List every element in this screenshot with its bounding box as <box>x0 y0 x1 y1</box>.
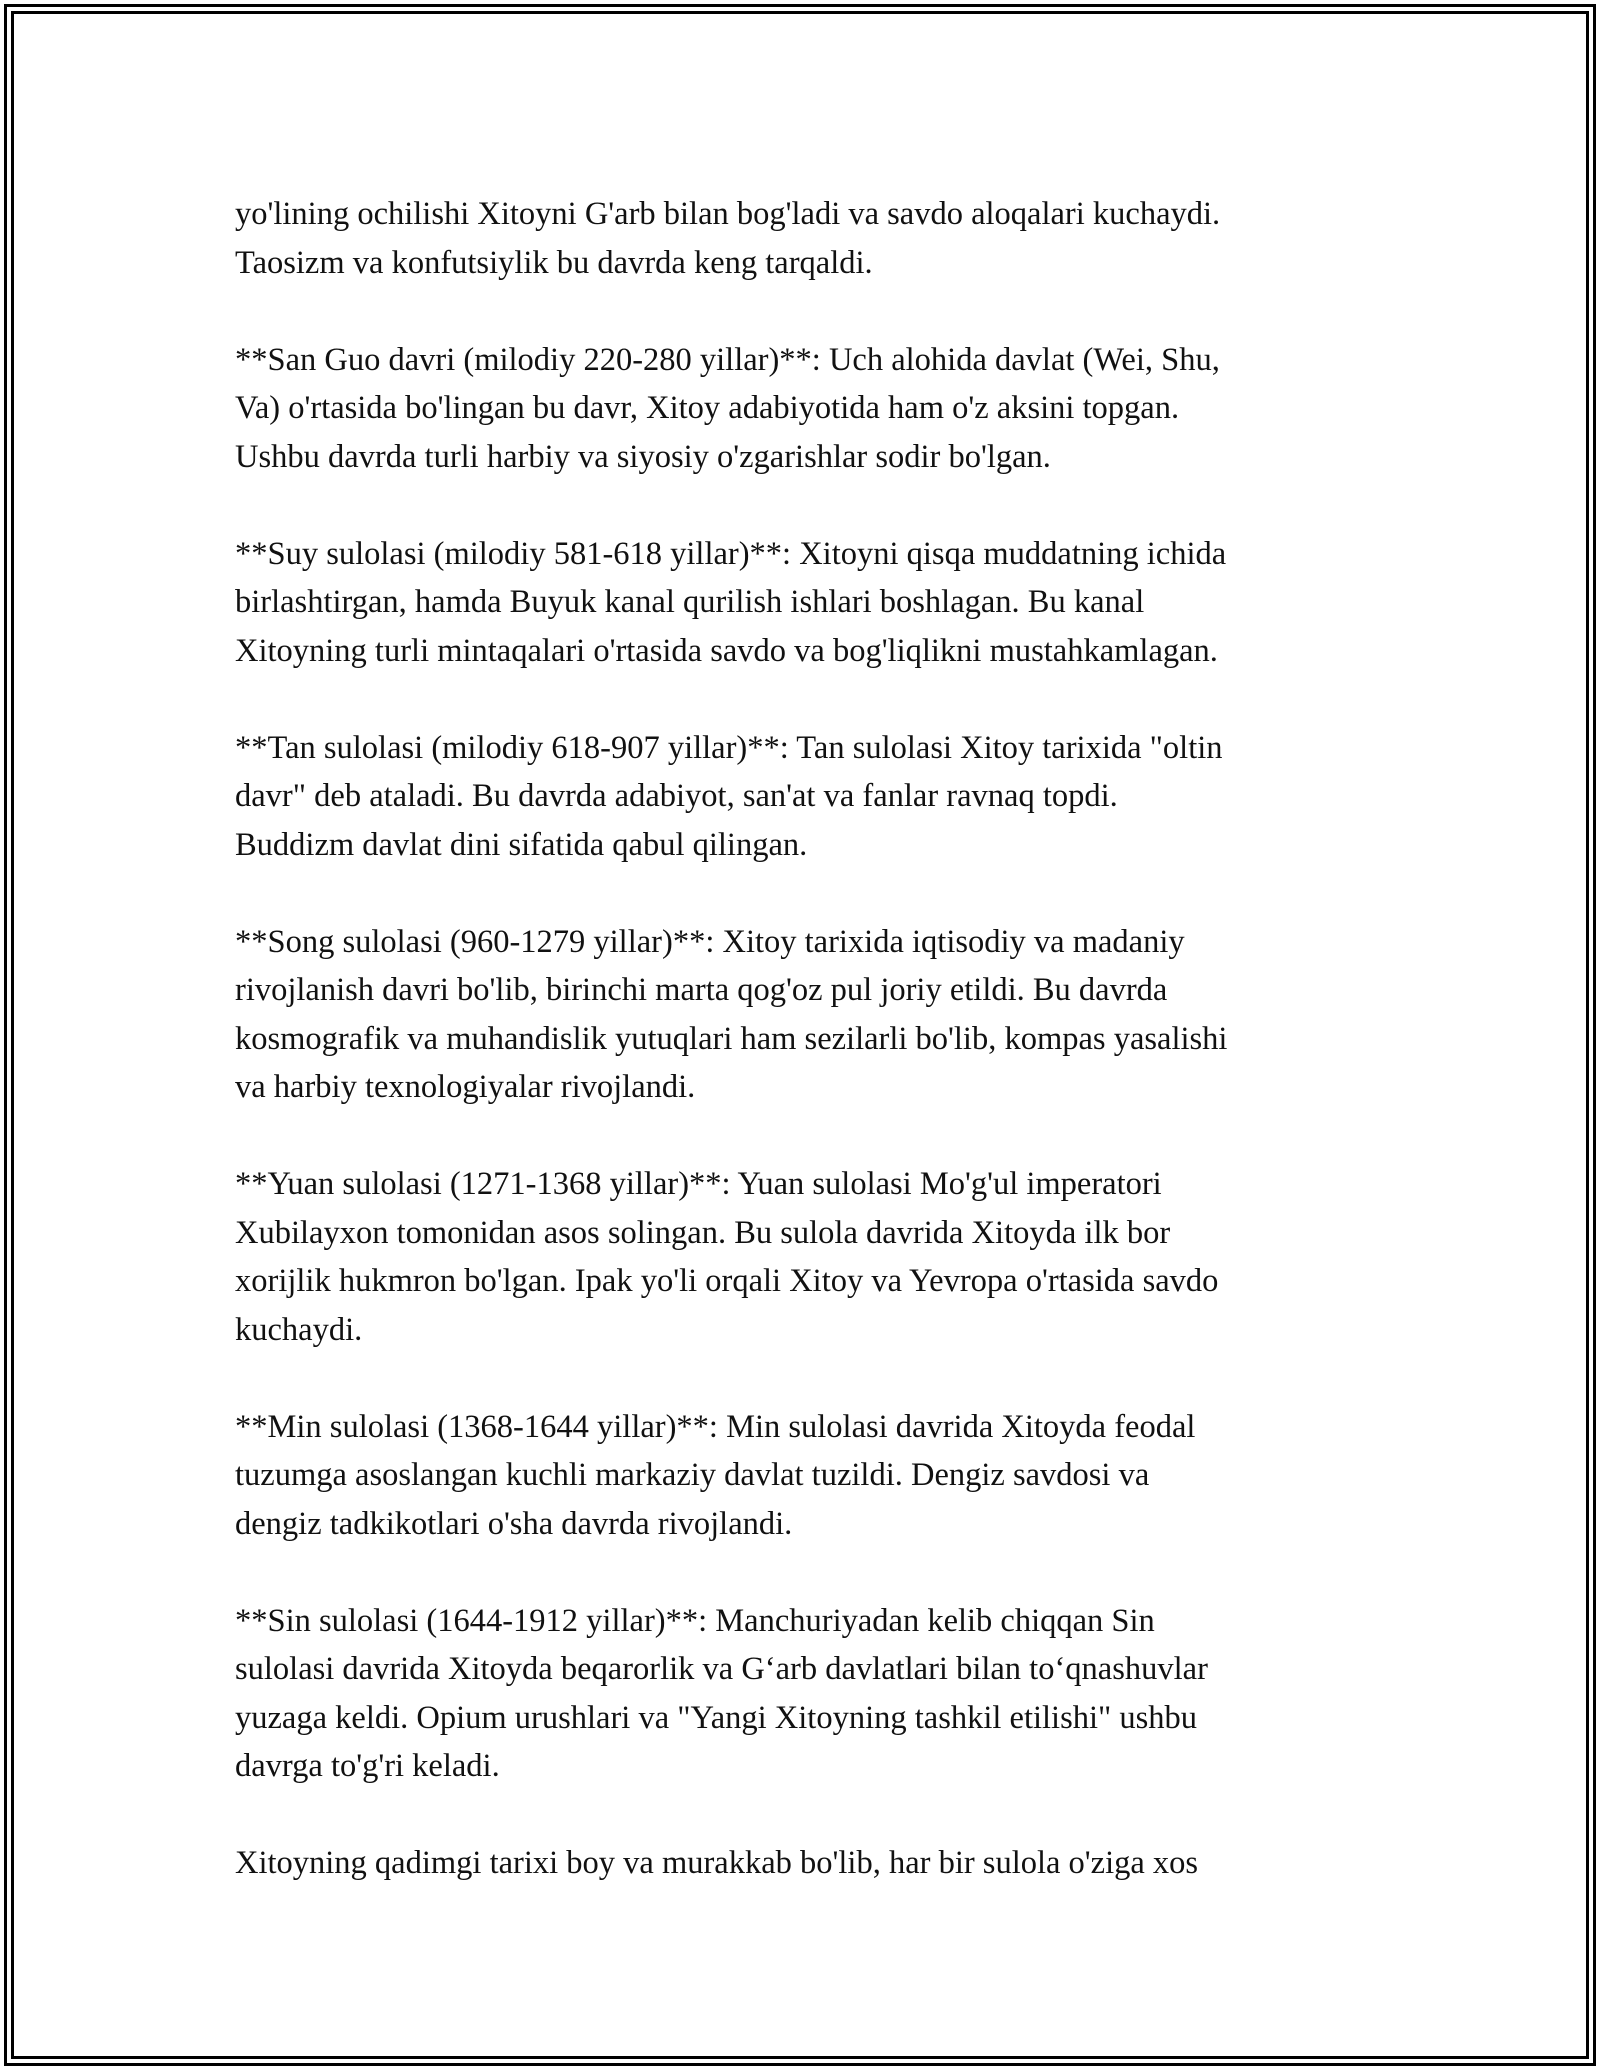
paragraph-yuan-dynasty: **Yuan sulolasi (1271-1368 yillar)**: Yuan sulolasi Mo'g'ul imperatori Xubilayxon tomonidan asos solingan. Bu sulola davrida Xitoyda ilk bor xorijlik hukmron bo'lgan. Ipak yo'li orqali Xitoy va Yevropa o'rtasida savdo kuchaydi. <box>235 1166 1219 1348</box>
paragraph-san-guo: **San Guo davri (milodiy 220-280 yillar)**: Uch alohida davlat (Wei, Shu, Va) o'rtasida bo'lingan bu davr, Xitoy adabiyotida ham o'z aksini topgan. Ushbu davrda turli harbiy va siyosiy o'zgarishlar sodir bo'lgan. <box>235 341 1220 475</box>
paragraph-silk-road-continuation: yo'lining ochilishi Xitoyni G'arb bilan bog'ladi va savdo aloqalari kuchaydi. Taosizm va konfutsiylik bu davrda keng tarqaldi. <box>235 196 1221 281</box>
paragraph-song-dynasty: **Song sulolasi (960-1279 yillar)**: Xitoy tarixida iqtisodiy va madaniy rivojlanish davri bo'lib, birinchi marta qog'oz pul joriy etildi. Bu davrda kosmografik va muhandislik yutuqlari ham sezilarli bo'lib, kompas yasalishi va harbiy texnologiyalar rivojlandi. <box>235 923 1228 1105</box>
paragraph-suy-dynasty: **Suy sulolasi (milodiy 581-618 yillar)**: Xitoyni qisqa muddatning ichida birlashtirgan, hamda Buyuk kanal qurilish ishlari boshlagan. Bu kanal Xitoyning turli mintaqalari o'rtasida savdo va bog'liqlikni mustahkamlagan. <box>235 535 1227 669</box>
paragraph-tan-dynasty: **Tan sulolasi (milodiy 618-907 yillar)**: Tan sulolasi Xitoy tarixida "oltin davr" deb ataladi. Bu davrda adabiyot, san'at va fanlar ravnaq topdi. Buddizm davlat dini sifatida qabul qilingan. <box>235 729 1223 863</box>
paragraph-sin-dynasty: **Sin sulolasi (1644-1912 yillar)**: Manchuriyadan kelib chiqqan Sin sulolasi davrida Xitoyda beqarorlik va G‘arb davlatlari bilan to‘qnashuvlar yuzaga keldi. Opium urushlari va "Yangi Xitoyning tashkil etilishi" ushbu davrga to'g'ri keladi. <box>235 1602 1208 1784</box>
paragraph-conclusion-start: Xitoyning qadimgi tarixi boy va murakkab bo'lib, har bir sulola o'ziga xos <box>235 1845 1199 1881</box>
document-body <box>235 190 1375 1936</box>
paragraph-min-dynasty: **Min sulolasi (1368-1644 yillar)**: Min sulolasi davrida Xitoyda feodal tuzumga asoslangan kuchli markaziy davlat tuzildi. Dengiz savdosi va dengiz tadkikotlari o'sha davrda rivojlandi. <box>235 1408 1196 1542</box>
